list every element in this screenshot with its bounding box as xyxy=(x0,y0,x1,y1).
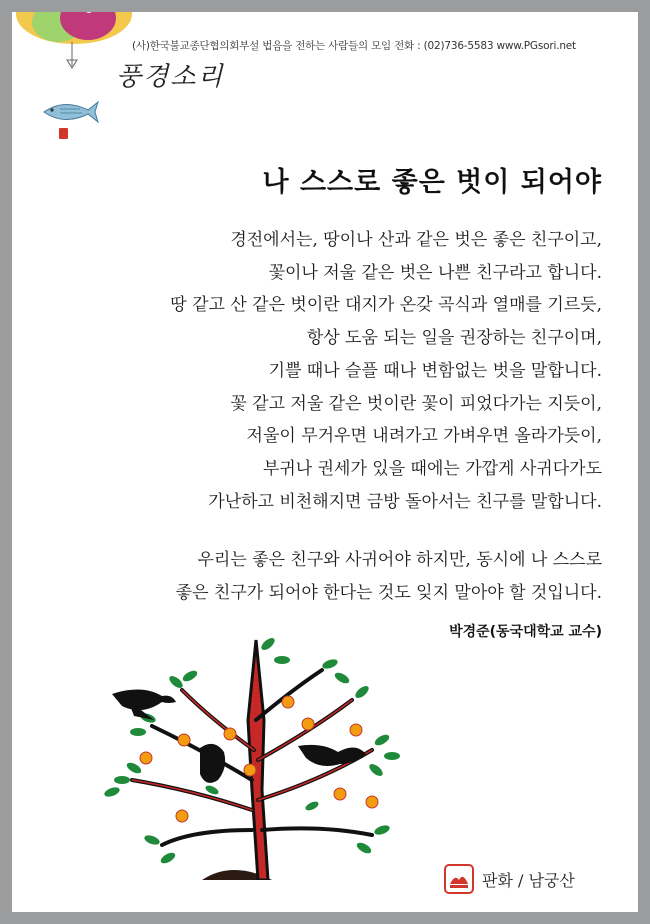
poem-line: 항상 도움 되는 일을 권장하는 친구이며, xyxy=(306,328,602,349)
print-credit-text: 판화 / 남궁산 xyxy=(482,870,575,890)
poster-page xyxy=(12,12,638,912)
poem-line: 좋은 친구가 되어야 한다는 것도 잊지 말아야 할 것입니다. xyxy=(175,582,602,603)
print-credit xyxy=(444,864,575,894)
poem-line: 부귀나 권세가 있을 때에는 가깝게 사귀다가도 xyxy=(262,458,602,479)
poem-line: 꽃이나 저울 같은 벗은 나쁜 친구라고 합니다. xyxy=(268,262,602,283)
woodcut-tree-illustration-icon xyxy=(72,630,432,880)
poem-line: 꽃 같고 저울 같은 벗이란 꽃이 피었다가는 지듯이, xyxy=(230,393,602,414)
poem-line: 경전에서는, 땅이나 산과 같은 벗은 좋은 친구이고, xyxy=(230,230,602,250)
fish-ornament-icon xyxy=(38,98,108,126)
organization-line: (사)한국불교종단협의회부설 법음을 전하는 사람들의 모임 전화 : (02)736-5583 www.PGsori.net xyxy=(132,40,576,52)
poem-line: 땅 같고 산 같은 벗이란 대지가 온갖 곡식과 열매를 기르듯, xyxy=(170,295,602,316)
poem-line: 가난하고 비천해지면 금방 돌아서는 친구를 말합니다. xyxy=(208,491,602,512)
poem-line: 저울이 무거우면 내려가고 가벼우면 올라가듯이, xyxy=(246,426,602,447)
small-seal-icon xyxy=(59,128,68,139)
poem-line: 기쁠 때나 슬플 때나 변함없는 벗을 말합니다. xyxy=(268,360,602,381)
poem-stanza-1 xyxy=(42,224,602,518)
poem-line: 우리는 좋은 친구와 사귀어야 하지만, 동시에 나 스스로 xyxy=(197,550,602,570)
article-title: 나 스스로 좋은 벗이 되어야 xyxy=(262,167,602,198)
brand-logo-text: 풍경소리 xyxy=(116,62,225,92)
artist-seal-icon xyxy=(444,864,474,894)
author-byline: 박경준(동국대학교 교수) xyxy=(449,624,602,640)
poem-stanza-2 xyxy=(42,544,602,609)
